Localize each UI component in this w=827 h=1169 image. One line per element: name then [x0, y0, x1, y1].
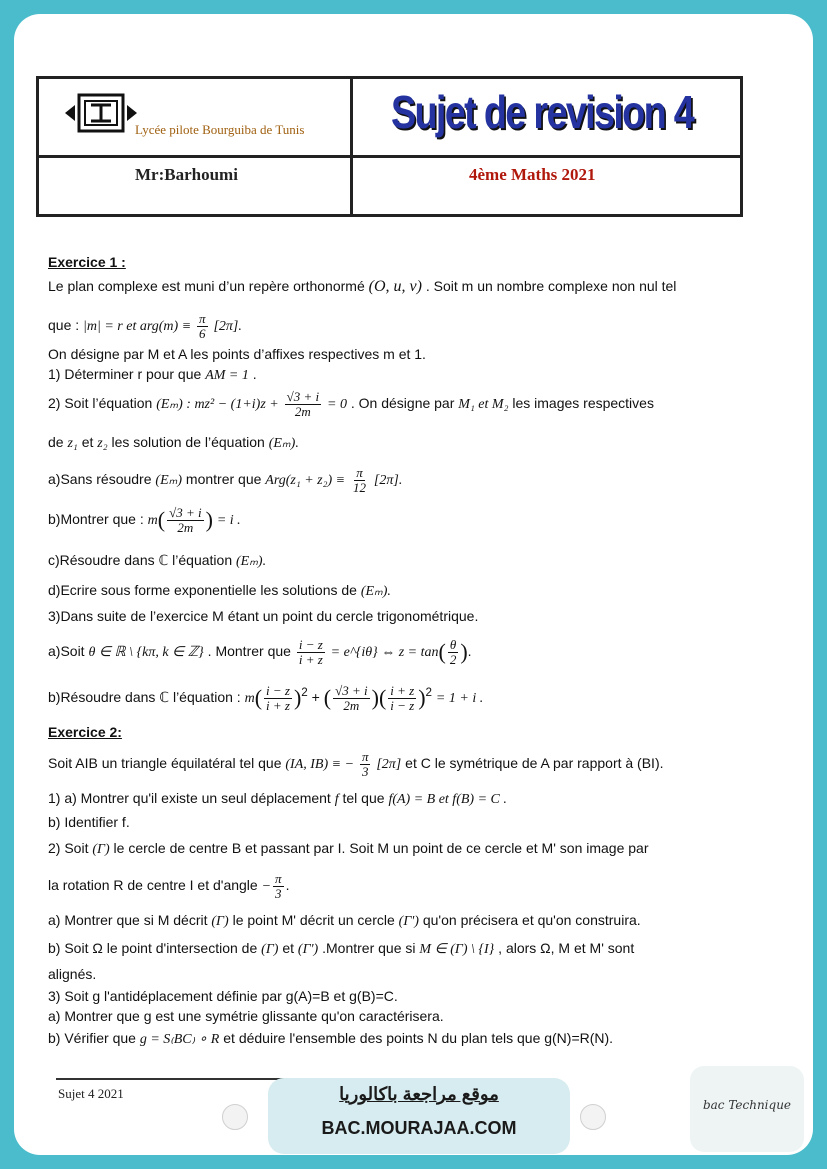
frac-num: π — [275, 871, 282, 886]
school-logo-icon — [63, 91, 139, 135]
banner-url-link[interactable]: BAC.MOURAJAA.COM — [321, 1118, 517, 1138]
frac-num: π — [361, 749, 369, 764]
ex2-question-2a — [48, 912, 641, 930]
frac-num: √3 + i — [335, 683, 368, 698]
frac-den: 6 — [199, 325, 206, 341]
header-table — [36, 76, 743, 217]
class-year: 4ème Maths 2021 — [469, 165, 596, 184]
ex2-text: b) Vérifier que — [48, 1030, 136, 1046]
ex1-text: d)Ecrire sous forme exponentielle les solutions de — [48, 582, 357, 598]
ex2-math: − — [261, 878, 272, 894]
frac-num: π — [199, 311, 206, 326]
ex2-text: .Montrer que si — [322, 940, 416, 956]
site-logo-icon — [580, 1104, 606, 1130]
frac-den: 2m — [294, 403, 311, 419]
ex2-math: [2π] — [376, 756, 402, 772]
ex1-math: = i . — [216, 512, 241, 528]
ex1-math: = e^{iθ} ⇔ z = tan — [330, 644, 439, 660]
website-banner[interactable] — [268, 1078, 570, 1154]
ex2-text: qu'on précisera et qu'on construira. — [422, 912, 641, 928]
ex2-text: b) Soit Ω le point d'intersection de — [48, 940, 258, 956]
ex1-text: . Montrer que — [207, 642, 291, 659]
ex1-text: et — [81, 434, 94, 450]
ex1-text: les images respectives — [512, 394, 654, 411]
ex2-text: tel que — [342, 790, 385, 806]
ex1-question-c — [48, 552, 266, 570]
ex1-text: les solution de l’équation — [111, 434, 265, 450]
ex2-text: Soit AIB un triangle équilatéral tel que — [48, 754, 282, 771]
ex2-fraction — [273, 872, 284, 900]
ex1-line-2 — [48, 312, 242, 340]
ex1-math: M₁ et M₂ — [458, 396, 509, 412]
ex1-line-6 — [48, 434, 299, 452]
ex1-math: |m| = r et arg(m) ≡ — [83, 318, 192, 334]
ex1-question-d — [48, 582, 391, 600]
frac-den: 2 — [449, 651, 457, 667]
teacher-name: Mr:Barhoumi — [135, 165, 238, 184]
frac-num: i + z — [390, 683, 415, 698]
ex2-text: et C le symétrique de A par rapport à (BI). — [405, 754, 664, 771]
ex1-math: (Eₘ) : mz² − (1+i)z + — [156, 396, 279, 412]
frac-den: 2m — [343, 697, 360, 713]
ex1-question-3: 3)Dans suite de l’exercice M étant un point du cercle trigonométrique. — [48, 608, 479, 624]
ex2-math: f — [334, 792, 339, 807]
ex1-math: m — [244, 690, 255, 706]
ex1-question-b — [48, 506, 241, 534]
paren: ) — [205, 507, 213, 533]
ex2-math: (IA, IB) ≡ − — [285, 756, 355, 772]
ex1-text: b)Résoudre dans ℂ l’équation : — [48, 688, 241, 705]
frac-den: 12 — [353, 479, 367, 495]
paren: ) — [418, 685, 426, 711]
ex1-text: c)Résoudre dans ℂ l’équation — [48, 552, 233, 568]
ex1-question-3a: a)Soit θ ∈ ℝ \ {kπ, k ∈ ℤ} . Montrer que $\frac{i - z}{i + z}$ = e^{iθ} ⇔ z = tan( $\frac{\theta}{2}$ ). — [48, 637, 472, 667]
ex2-text: le cercle de centre B et passant par I. Soit M un point de ce cercle et M' son image par — [113, 840, 649, 856]
ex1-math: = 0 — [327, 396, 347, 412]
ex2-fraction — [360, 750, 371, 778]
ex1-math: (Eₘ). — [236, 554, 267, 569]
ex2-math: (Γ') — [398, 914, 419, 929]
frac-den: i + z — [298, 651, 323, 667]
ex2-text: et — [282, 940, 295, 956]
paren: ) — [293, 685, 302, 711]
paren: ( — [157, 507, 166, 533]
ex2-math: (Γ) — [92, 842, 110, 857]
ex2-question-2-cont — [48, 872, 289, 900]
banner-arabic-title: موقع مراجعة باكالوريا — [339, 1084, 499, 1104]
frac-den: 3 — [275, 885, 282, 901]
ex1-fraction — [448, 638, 459, 666]
ex1-fraction — [297, 638, 325, 666]
frac-num: i − z — [298, 637, 323, 652]
ex1-math: [2π]. — [213, 318, 242, 334]
frac-num: √3 + i — [169, 505, 202, 520]
ex1-text: 2) Soit l’équation — [48, 394, 153, 411]
paren: ( — [438, 639, 446, 665]
ex2-question-3: 3) Soit g l'antidéplacement définie par g(A)=B et g(B)=C. — [48, 988, 398, 1004]
ex1-fraction — [167, 506, 204, 534]
frac-den: 3 — [361, 763, 369, 779]
ex2-text: 2) Soit — [48, 840, 89, 856]
ex1-fraction — [285, 390, 322, 418]
ex1-line-3: On désigne par M et A les points d’affixes respectives m et 1. — [48, 346, 426, 362]
site-logo-icon — [222, 1104, 248, 1130]
exercise-2-title: Exercice 2: — [48, 724, 122, 740]
document-title: Sujet de revision 4 — [391, 86, 694, 138]
ex2-text: et déduire l'ensemble des points N du plan tels que g(N)=R(N). — [223, 1030, 614, 1046]
ex1-fraction — [264, 684, 292, 712]
header-divider-horizontal — [39, 155, 740, 158]
ex1-fraction — [333, 684, 370, 712]
ex2-text: , alors Ω, M et M' sont — [498, 940, 635, 956]
ex2-text: 1) a) Montrer qu'il existe un seul déplacement — [48, 790, 331, 806]
ex1-math: (Eₘ). — [360, 584, 391, 599]
ex1-math: m — [147, 512, 158, 528]
header-divider-vertical — [350, 79, 353, 214]
ex2-question-1a — [48, 790, 507, 808]
ex1-text: montrer que — [185, 470, 262, 487]
frac-den: i + z — [266, 697, 290, 713]
frac-den: 2m — [177, 519, 194, 535]
ex2-question-2b — [48, 940, 634, 958]
frac-num: i − z — [266, 683, 290, 698]
ex1-math: (Eₘ). — [268, 436, 299, 451]
ex1-line-1 — [48, 278, 676, 296]
ex2-text: a) Montrer que si M décrit — [48, 912, 208, 928]
ex2-question-2 — [48, 840, 649, 858]
paren: ( — [254, 685, 263, 711]
ex1-line-4: 1) Déterminer r pour que AM = 1 . — [48, 366, 257, 383]
ex2-question-2b-cont: alignés. — [48, 966, 97, 982]
paren: ( — [323, 685, 332, 711]
ex1-math: (Eₘ) — [155, 472, 183, 488]
ex2-math: (Γ') — [297, 942, 319, 957]
frac-num: π — [356, 465, 363, 480]
paren: ) — [371, 685, 379, 711]
ex2-math: M ∈ (Γ) \ {I} — [419, 942, 495, 957]
paren: ( — [378, 685, 387, 711]
paren: ) — [460, 639, 468, 665]
ex1-fraction — [388, 684, 416, 712]
ex2-text: la rotation R de centre I et d'angle — [48, 876, 258, 893]
ex1-math: = 1 + i . — [435, 690, 484, 706]
ex2-question-1b: b) Identifier f. — [48, 814, 130, 830]
school-name: Lycée pilote Bourguiba de Tunis — [135, 122, 305, 137]
ex1-text: Le plan complexe est muni d’un repère orthonormé — [48, 278, 365, 294]
exercise-1-title: Exercice 1 : — [48, 254, 126, 270]
ex2-question-3a: a) Montrer que g est une symétrie glissante qu'on caractérisera. — [48, 1008, 444, 1024]
ex1-math: Arg(z₁ + z₂) ≡ — [265, 472, 346, 488]
bac-technique-stamp — [690, 1066, 804, 1152]
ex2-text: . — [285, 876, 290, 893]
ex2-math: g = S₍BC₎ ∘ R — [139, 1032, 220, 1047]
ex2-line-1 — [48, 750, 664, 778]
frac-num: √3 + i — [286, 389, 320, 404]
ex1-text: que : — [48, 316, 80, 333]
ex1-text: 1) Déterminer r pour que — [48, 366, 202, 382]
ex1-fraction — [197, 312, 208, 340]
ex1-text: . On désigne par — [350, 394, 455, 411]
ex1-math: z₁ — [67, 436, 78, 451]
ex1-math: [2π]. — [373, 472, 403, 488]
ex1-text: . Soit m un nombre complexe non nul tel — [425, 278, 677, 294]
footer-text: Sujet 4 2021 — [58, 1086, 124, 1101]
ex2-text: le point M' décrit un cercle — [232, 912, 395, 928]
frac-den: i − z — [390, 697, 415, 713]
ex2-math: (Γ) — [261, 942, 279, 957]
ex1-text: b)Montrer que : — [48, 510, 144, 527]
stamp-text: bac Technique — [702, 1098, 792, 1112]
ex1-question-3b: b)Résoudre dans ℂ l’équation : m( $\frac{i - z}{i + z}$ )$^2$ + ( $\frac{√3 + i}{2m}$ )( $\frac{i + z}{i - z}$ )$^2$ = 1 + i . — [48, 683, 484, 713]
ex1-text: a)Soit — [48, 642, 85, 659]
ex1-question-a — [48, 466, 402, 494]
ex1-text: de — [48, 434, 64, 450]
ex1-fraction — [351, 466, 368, 494]
ex1-math: (O, u, v) — [368, 278, 422, 295]
ex1-math: θ ∈ ℝ \ {kπ, k ∈ ℤ} — [88, 644, 204, 660]
ex1-line-5 — [48, 390, 654, 418]
ex1-math: z₂ — [97, 436, 108, 451]
ex2-math: (Γ) — [211, 914, 229, 929]
frac-num: θ — [449, 637, 457, 652]
ex1-text: a)Sans résoudre — [48, 470, 152, 487]
ex1-math: AM = 1 — [205, 368, 249, 383]
ex2-question-3b — [48, 1030, 613, 1048]
ex2-math: f(A) = B et f(B) = C . — [388, 792, 507, 807]
